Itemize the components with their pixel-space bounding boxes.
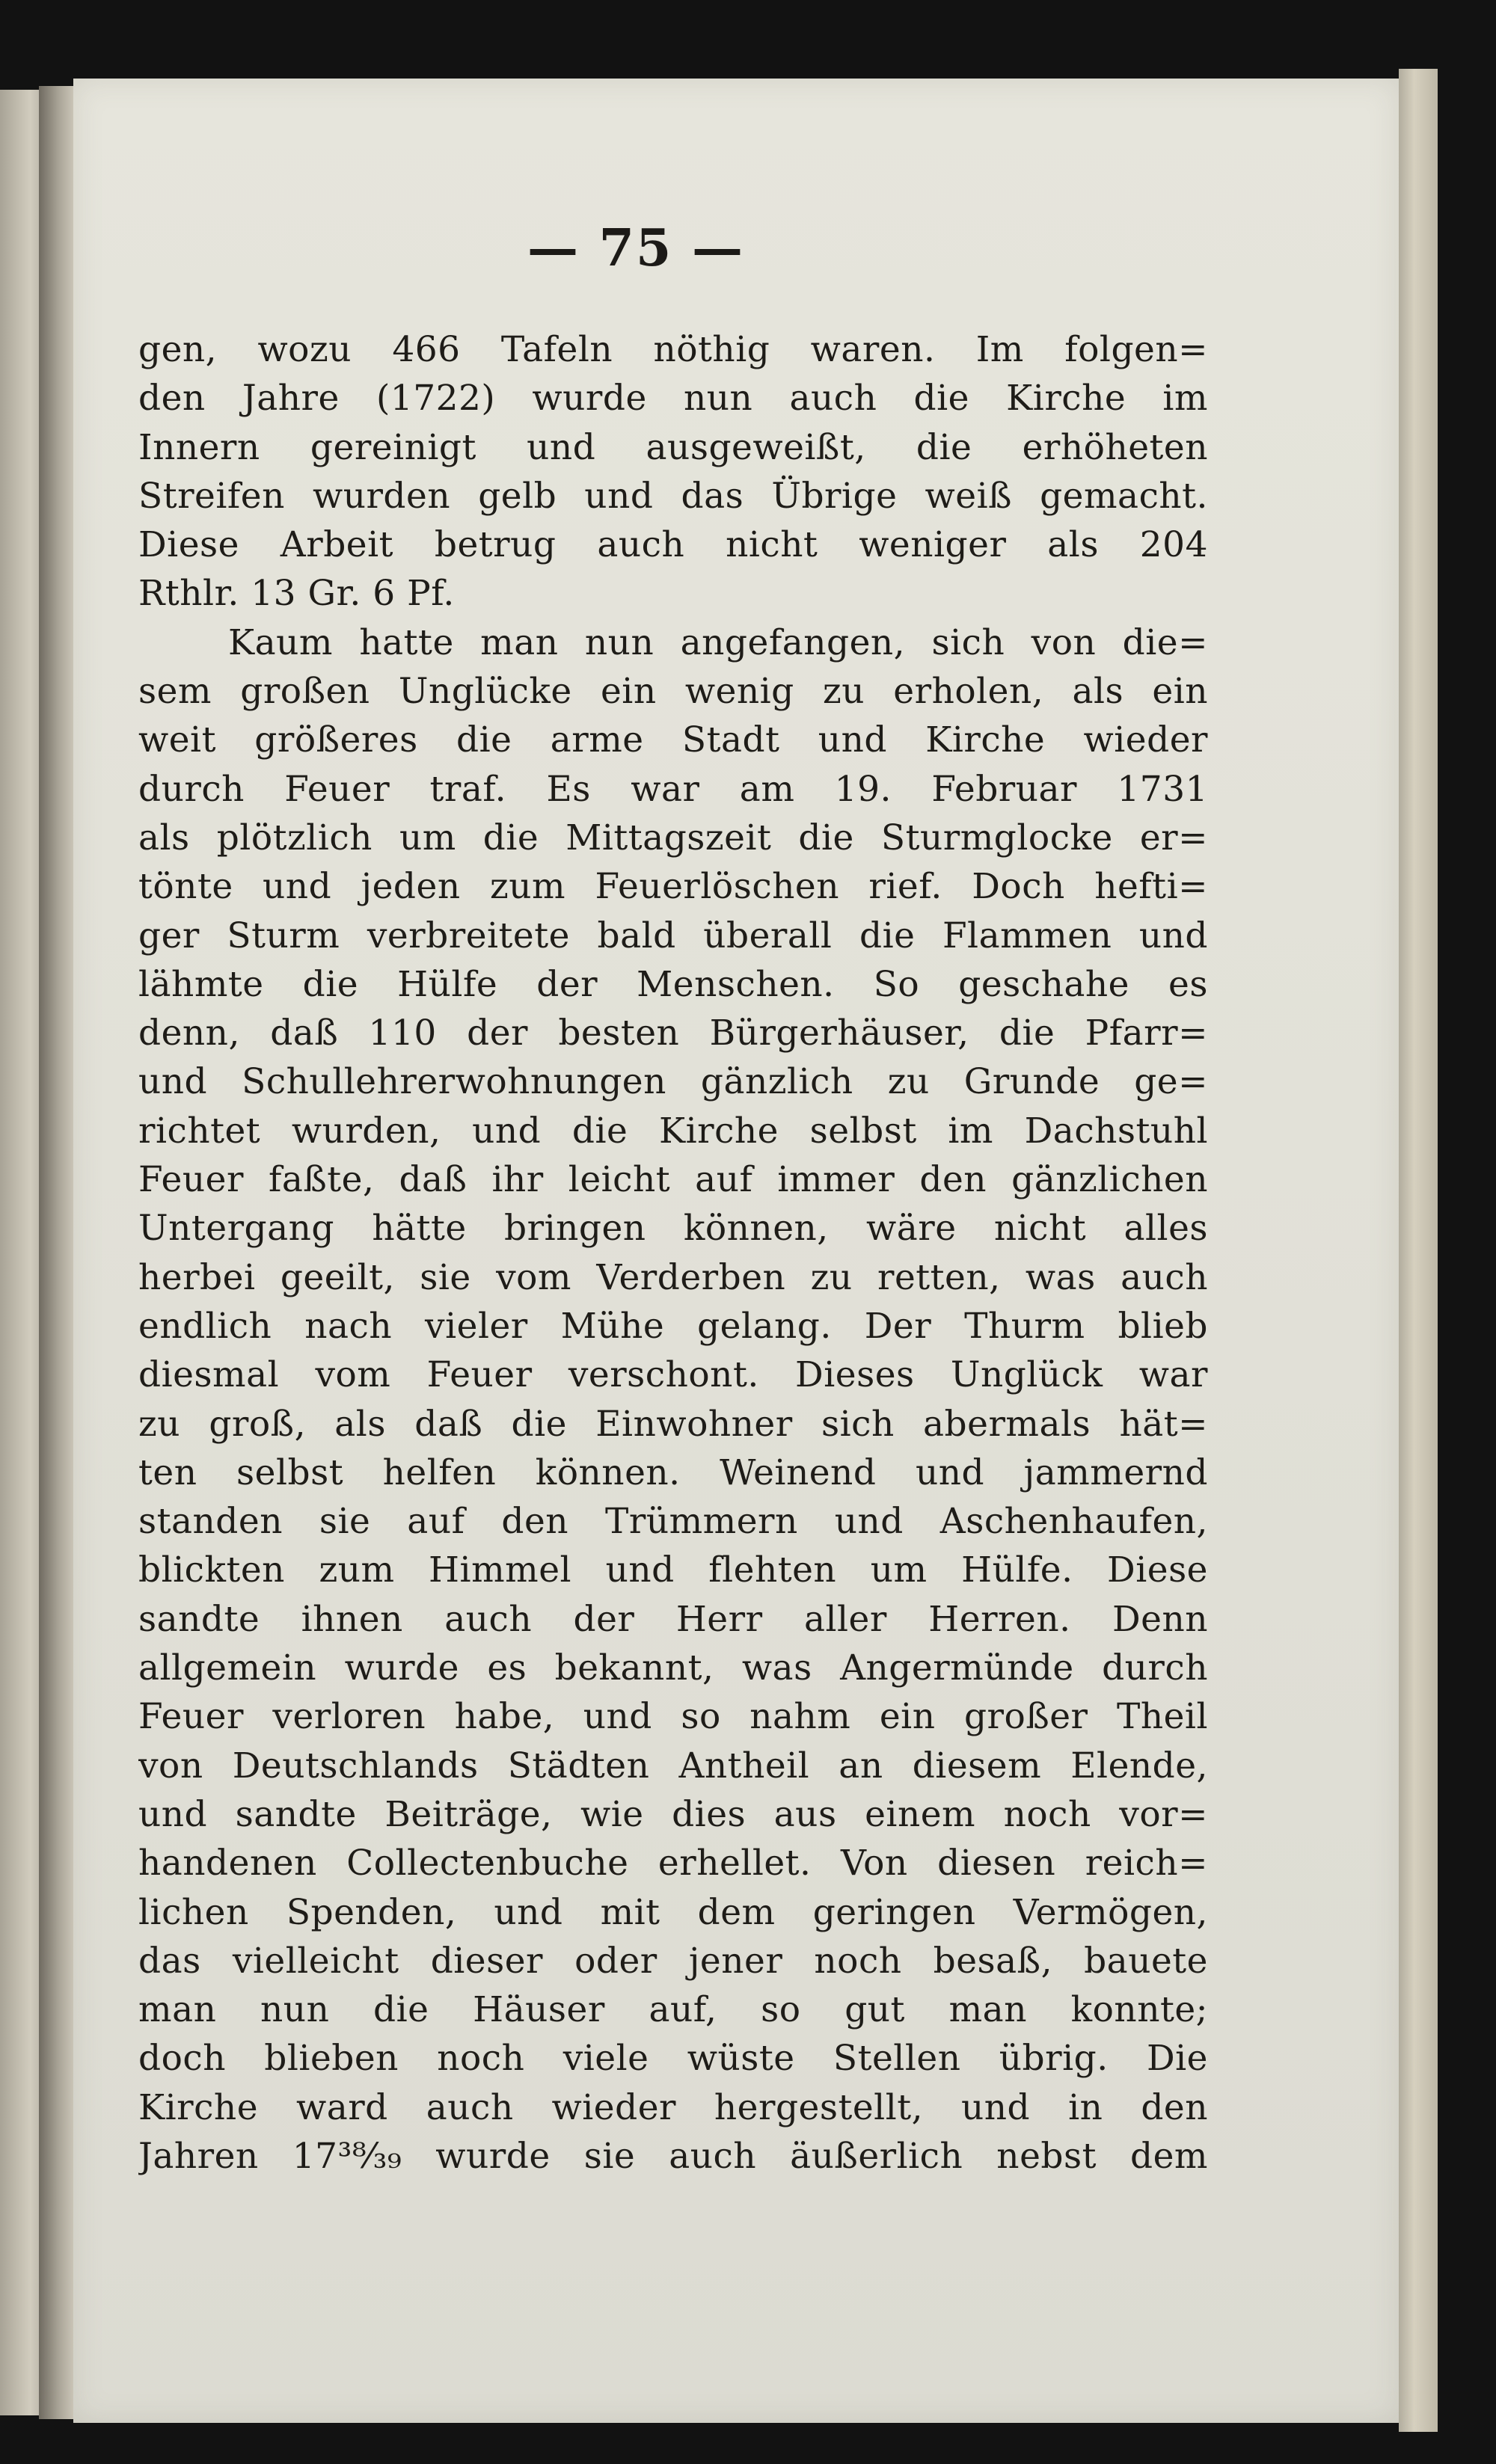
text-line: man nun die Häuser auf, so gut man konnte; [138, 1989, 1208, 2031]
text-line: Untergang hätte bringen können, wäre nicht alles [138, 1208, 1208, 1250]
text-line: und Schullehrerwohnungen gänzlich zu Grunde ge= [138, 1061, 1208, 1103]
text-line: ger Sturm verbreitete bald überall die Flammen und [138, 915, 1208, 956]
text-line: Diese Arbeit betrug auch nicht weniger als 204 [138, 524, 1208, 566]
text-line: von Deutschlands Städten Antheil an diesem Elende, [138, 1745, 1208, 1786]
text-line: und sandte Beiträge, wie dies aus einem noch vor= [138, 1793, 1208, 1835]
text-line: als plötzlich um die Mittagszeit die Sturmglocke er= [138, 817, 1208, 858]
text-line: den Jahre (1722) wurde nun auch die Kirche im [138, 378, 1208, 420]
text-line: Feuer faßte, daß ihr leicht auf immer den gänzlichen [138, 1159, 1208, 1201]
text-line: doch blieben noch viele wüste Stellen übrig. Die [138, 2038, 1208, 2080]
text-line: lichen Spenden, und mit dem geringen Vermögen, [138, 1891, 1208, 1933]
text-line: ten selbst helfen können. Weinend und jammernd [138, 1451, 1208, 1493]
paragraph-first-line: Kaum hatte man nun angefangen, sich von die= [228, 621, 1208, 663]
text-line: Rthlr. 13 Gr. 6 Pf. [138, 573, 455, 615]
text-line: tönte und jeden zum Feuerlöschen rief. Doch hefti= [138, 866, 1208, 908]
text-line: gen, wozu 466 Tafeln nöthig waren. Im folgen= [138, 329, 1208, 370]
text-line: Kirche ward auch wieder hergestellt, und in den [138, 2086, 1208, 2128]
text-line: herbei geeilt, sie vom Verderben zu retten, was auch [138, 1256, 1208, 1298]
page-number: — 75 — [527, 218, 744, 278]
text-line: allgemein wurde es bekannt, was Angermünde durch [138, 1647, 1208, 1689]
text-line: sandte ihnen auch der Herr aller Herren. Denn [138, 1598, 1208, 1640]
text-line: blickten zum Himmel und flehten um Hülfe. Diese [138, 1549, 1208, 1591]
text-line: das vielleicht dieser oder jener noch besaß, bauete [138, 1940, 1208, 1982]
text-line: Streifen wurden gelb und das Übrige weiß gemacht. [138, 475, 1208, 517]
body-text [138, 325, 1208, 2181]
text-line: Feuer verloren habe, und so nahm ein großer Theil [138, 1696, 1208, 1738]
text-line: denn, daß 110 der besten Bürgerhäuser, die Pfarr= [138, 1013, 1208, 1054]
text-line: durch Feuer traf. Es war am 19. Februar 1731 [138, 768, 1208, 810]
text-line: Jahren 17³⁸⁄₃₉ wurde sie auch äußerlich nebst dem [138, 2135, 1208, 2177]
right-page-edge [1399, 69, 1438, 2432]
text-line: endlich nach vieler Mühe gelang. Der Thurm blieb [138, 1305, 1208, 1347]
text-line: lähmte die Hülfe der Menschen. So geschahe es [138, 963, 1208, 1005]
text-line: standen sie auf den Trümmern und Aschenhaufen, [138, 1501, 1208, 1543]
text-line: sem großen Unglücke ein wenig zu erholen, als ein [138, 671, 1208, 713]
text-line: zu groß, als daß die Einwohner sich abermals hät= [138, 1403, 1208, 1445]
book-spine-gutter [39, 86, 75, 2419]
text-line: diesmal vom Feuer verschont. Dieses Unglück war [138, 1354, 1208, 1396]
text-line: handenen Collectenbuche erhellet. Von diesen reich= [138, 1843, 1208, 1884]
left-page-edge [0, 90, 43, 2415]
text-line: weit größeres die arme Stadt und Kirche wieder [138, 719, 1208, 761]
text-line: Innern gereinigt und ausgeweißt, die erhöheten [138, 426, 1208, 468]
text-line: richtet wurden, und die Kirche selbst im Dachstuhl [138, 1110, 1208, 1152]
